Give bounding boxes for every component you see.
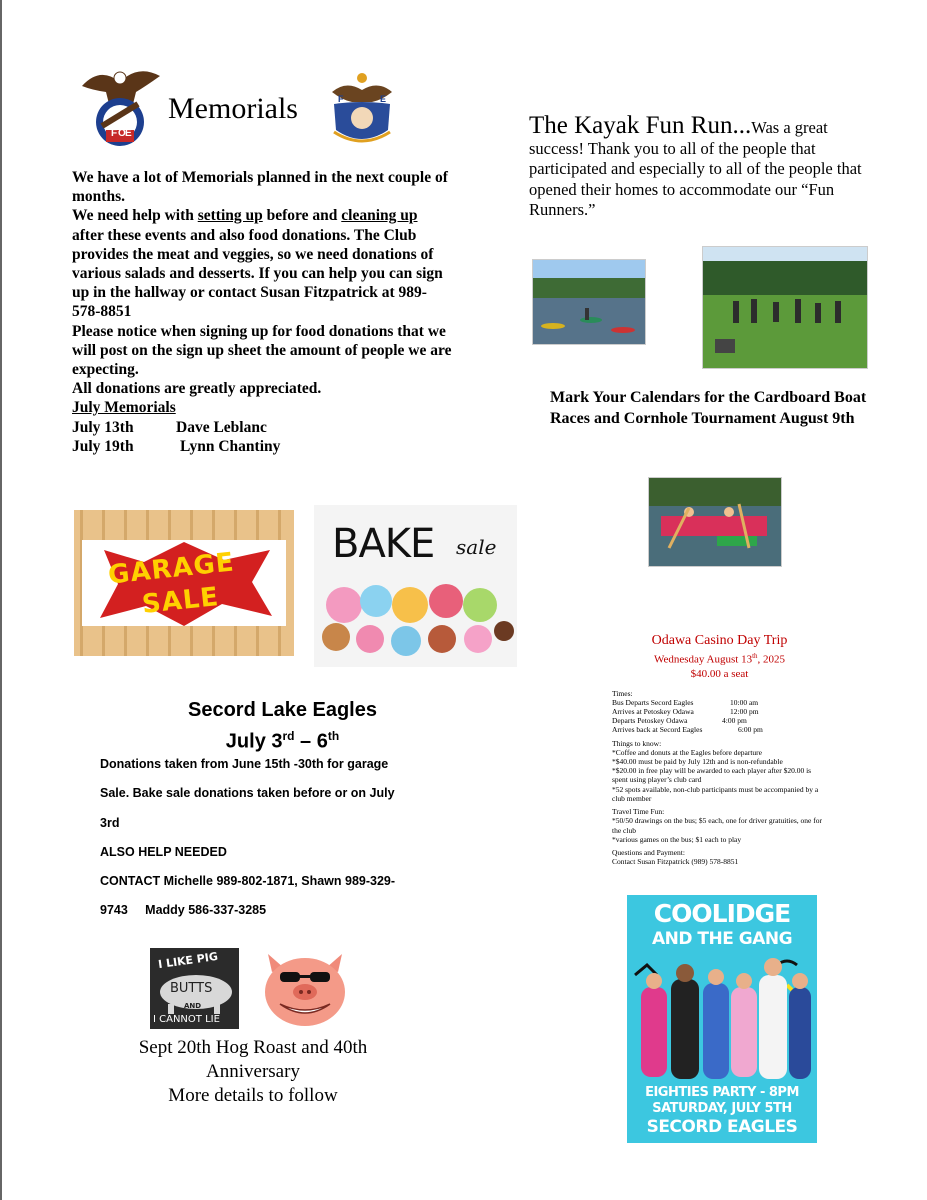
casino-thing-item: *$20.00 in free play will be awarded to each player after $20.00 is spent using player’s club card [612, 766, 812, 785]
secord-body [100, 750, 440, 926]
coolidge-and-the-gang-poster [627, 895, 817, 1143]
memorials-body [72, 168, 452, 456]
cardboard-boat-races-notice: Mark Your Calendars for the Cardboard Boat Races and Cornhole Tournament August 9th [550, 389, 867, 427]
garage-sign-line2: SALE [140, 582, 221, 620]
secord-line: CONTACT Michelle 989-802-1871, Shawn 989-329- [100, 874, 396, 889]
casino-day-trip-flyer [612, 632, 827, 866]
time-value: 12:00 pm [730, 707, 759, 717]
logo-letter-f-right: F [338, 94, 344, 104]
bake-sign-small: sale [456, 535, 497, 559]
casino-fun-label: Travel Time Fun: [612, 807, 665, 817]
coolidge-line1: COOLIDGE [653, 899, 791, 928]
pig-butts-sign [150, 948, 239, 1029]
pig-sign-line3: AND [184, 1002, 202, 1010]
logo-letter-f: F [111, 128, 118, 139]
foe-eagle-logo-right [328, 70, 396, 148]
time-value: 6:00 pm [738, 725, 763, 735]
memorials-paragraph-2 [72, 206, 452, 321]
secord-heading [150, 697, 415, 755]
time-value: 4:00 pm [722, 716, 747, 726]
casino-time-row [612, 707, 827, 716]
p2-text-b: before and [262, 207, 342, 225]
casino-date-main: Wednesday August 13 [653, 653, 753, 666]
coolidge-line3: EIGHTIES PARTY - 8PM [645, 1085, 799, 1100]
garage-sign-line1: GARAGE [106, 547, 236, 591]
secord-title: Secord Lake Eagles [188, 699, 377, 721]
casino-date-sup: th [752, 652, 758, 660]
casino-thing-item: *$40.00 must be paid by July 12th and is non-refundable [612, 757, 783, 767]
time-value: 10:00 am [730, 697, 759, 707]
coolidge-line4: SATURDAY, JULY 5TH [652, 1101, 792, 1116]
secord-line: Donations taken from June 15th -30th for garage [100, 757, 389, 771]
casino-fun-item: *50/50 drawings on the bus; $5 each, one for driver gratuities, one for the club [612, 816, 822, 835]
pig-sign-line4: I CANNOT LIE [153, 1014, 220, 1025]
casino-time-row [612, 725, 827, 734]
secord-date-end: – 6 [294, 730, 328, 753]
foe-eagle-logo-left [80, 64, 162, 150]
garage-sale-sign [74, 510, 294, 656]
memorial-row [72, 418, 452, 437]
casino-times-label: Times: [612, 688, 633, 698]
bake-sign-big: BAKE [332, 521, 435, 567]
casino-date [612, 649, 827, 667]
casino-price: $40.00 a seat [690, 667, 749, 680]
casino-things-label: Things to know: [612, 738, 662, 748]
secord-line: Sale. Bake sale donations taken before or on July [100, 786, 395, 801]
casino-time-row [612, 698, 827, 707]
secord-date-sup2: th [327, 729, 340, 743]
secord-line: ALSO HELP NEEDED [100, 844, 227, 859]
logo-letter-e-right: E [380, 94, 387, 104]
secord-date-sup1: rd [282, 729, 295, 743]
memorial-name: Dave Leblanc [176, 418, 267, 436]
hog-roast-notice [108, 1036, 398, 1108]
memorials-paragraph-1: We have a lot of Memorials planned in the next couple of months. [72, 169, 448, 206]
pig-sign-line1: I LIKE PIG [157, 949, 219, 972]
coolidge-line5: SECORD EAGLES [646, 1117, 798, 1137]
p2-text-c: after these events and also food donations. The Club provides the meat and veggies, so we need donations of various salads and desserts. If you can help you can sign up in the hallway or contact Susan Fitzpatrick at 989-578-8851 [72, 226, 443, 321]
hog-line3: More details to follow [168, 1085, 338, 1106]
memorial-row [72, 437, 452, 456]
memorial-name: Lynn Chantiny [180, 437, 281, 455]
casino-date-year: , 2025 [757, 653, 786, 666]
memorials-paragraph-4: All donations are greatly appreciated. [72, 380, 322, 398]
time-label: Bus Departs Secord Eagles [612, 697, 694, 707]
kayak-body: Was a great success! Thank you to all of the people that participated and especially to all of the people that opened their homes to accommodate our “Fun Runners.” [529, 118, 862, 219]
coolidge-line2: AND THE GANG [651, 929, 793, 949]
p2-underline-setting-up: setting up [197, 207, 263, 225]
logo-letter-e: E [125, 128, 132, 139]
hog-line2: Anniversary [206, 1061, 300, 1082]
casino-questions-label: Questions and Payment: [612, 847, 685, 857]
casino-time-row [612, 716, 827, 725]
casino-thing-item: *Coffee and donuts at the Eagles before departure [612, 747, 763, 757]
hog-line1: Sept 20th Hog Roast and 40th [138, 1037, 368, 1058]
kayak-fun-run-text [529, 112, 874, 221]
casino-title: Odawa Casino Day Trip [651, 633, 788, 648]
memorial-date: July 13th [72, 418, 134, 436]
cardboard-boat-photo [648, 477, 782, 567]
p2-underline-cleaning-up: cleaning up [341, 207, 418, 225]
memorial-date: July 19th [72, 437, 134, 455]
time-label: Departs Petoskey Odawa [612, 716, 688, 726]
secord-line: 9743 Maddy 586-337-3285 [100, 903, 267, 918]
casino-questions-contact: Contact Susan Fitzpatrick (989) 578-8851 [612, 857, 739, 867]
p2-text-a: We need help with [72, 207, 198, 225]
logo-letter-o: O [118, 128, 126, 139]
kayak-heading: The Kayak Fun Run... [529, 112, 752, 139]
page-left-border [0, 0, 2, 1200]
kayak-photo-lake [532, 259, 646, 345]
time-label: Arrives back at Secord Eagles [612, 725, 703, 735]
pig-sign-line2: BUTTS [170, 981, 213, 996]
bake-sale-sign [314, 505, 517, 667]
memorials-paragraph-3: Please notice when signing up for food donations that we will post on the sign up sheet the amount of people we are expecting. [72, 322, 452, 379]
casino-thing-item: *52 spots available, non-club participants must be accompanied by a club member [612, 784, 819, 803]
july-memorials-heading: July Memorials [72, 399, 176, 417]
cartoon-pig-sunglasses [262, 950, 348, 1028]
kayak-photo-group [702, 246, 868, 369]
casino-fun-item: *various games on the bus; $1 each to play [612, 834, 742, 844]
memorials-title: Memorials [168, 92, 298, 125]
secord-line: 3rd [100, 815, 120, 830]
secord-date-start: July 3 [225, 730, 283, 753]
time-label: Arrives at Petoskey Odawa [612, 707, 694, 717]
